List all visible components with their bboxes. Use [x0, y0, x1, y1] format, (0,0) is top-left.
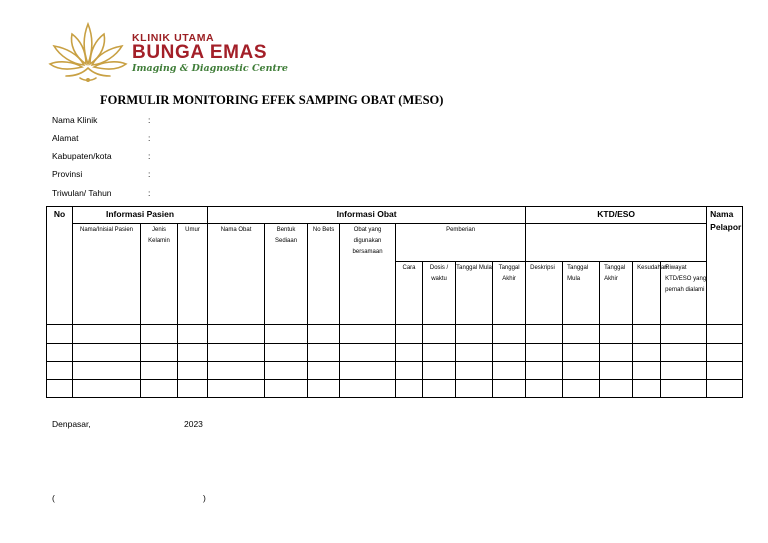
ktd-subheader-blank	[526, 224, 707, 262]
field-provinsi	[52, 169, 151, 179]
lotus-flower-icon	[44, 18, 134, 84]
table-row	[47, 344, 743, 362]
col-umur: Umur	[178, 224, 208, 325]
col-nama-pelapor: Nama Pelapor	[707, 207, 743, 325]
col-tanggal-mula-obat: Tanggal Mula	[456, 262, 493, 325]
footer-city: Denpasar,	[52, 419, 91, 429]
col-no-bets: No Bets	[308, 224, 340, 325]
col-tanggal-akhir-ktd: Tanggal Akhir	[600, 262, 633, 325]
table-row	[47, 380, 743, 398]
field-colon: :	[148, 133, 151, 143]
header-row-groups	[47, 207, 743, 224]
col-riwayat-ktd-eso: Riwayat KTD/ESO yang pernah dialami	[661, 262, 707, 325]
group-ktd-eso: KTD/ESO	[526, 207, 707, 224]
clinic-logo	[44, 18, 288, 84]
col-obat-bersamaan: Obat yang digunakan bersamaan	[340, 224, 396, 325]
col-no: No	[47, 207, 73, 325]
col-bentuk-sediaan: Bentuk Sediaan	[265, 224, 308, 325]
field-kabupaten-kota	[52, 151, 151, 161]
field-label: Alamat	[52, 133, 79, 143]
field-label: Nama Klinik	[52, 115, 98, 125]
group-informasi-obat: Informasi Obat	[208, 207, 526, 224]
brand-tagline: Imaging & Diagnostic Centre	[132, 63, 288, 74]
table-row	[47, 362, 743, 380]
signature-open-paren: (	[52, 493, 55, 503]
field-alamat	[52, 133, 151, 143]
col-deskripsi: Deskripsi	[526, 262, 563, 325]
col-dosis-waktu: Dosis / waktu	[423, 262, 456, 325]
field-colon: :	[148, 151, 151, 161]
col-nama-obat: Nama Obat	[208, 224, 265, 325]
form-title: FORMULIR MONITORING EFEK SAMPING OBAT (MESO)	[100, 93, 444, 107]
col-pemberian: Pemberian	[396, 224, 526, 262]
col-tanggal-mula-ktd: Tanggal Mula	[563, 262, 600, 325]
field-colon: :	[148, 169, 151, 179]
signature-close-paren: )	[203, 493, 206, 503]
meso-table	[46, 206, 743, 398]
brand-line-klinik-utama: KLINIK UTAMA	[132, 32, 215, 44]
header-row-subcolumns	[47, 224, 743, 262]
table-row	[47, 325, 743, 344]
brand-line-bunga-emas: BUNGA EMAS	[132, 42, 268, 63]
field-triwulan-tahun	[52, 188, 151, 198]
field-label: Kabupaten/kota	[52, 151, 112, 161]
field-label: Provinsi	[52, 169, 83, 179]
col-jenis-kelamin: Jenis Kelamin	[141, 224, 178, 325]
group-informasi-pasien: Informasi Pasien	[73, 207, 208, 224]
col-tanggal-akhir-obat: Tanggal Akhir	[493, 262, 526, 325]
field-colon: :	[148, 115, 151, 125]
col-kesudahan: Kesudahan	[633, 262, 661, 325]
footer-year: 2023	[184, 419, 203, 429]
col-cara: Cara	[396, 262, 423, 325]
field-colon: :	[148, 188, 151, 198]
col-nama-inisial-pasien: Nama/Inisial Pasien	[73, 224, 141, 325]
field-label: Triwulan/ Tahun	[52, 188, 112, 198]
field-nama-klinik	[52, 115, 151, 125]
